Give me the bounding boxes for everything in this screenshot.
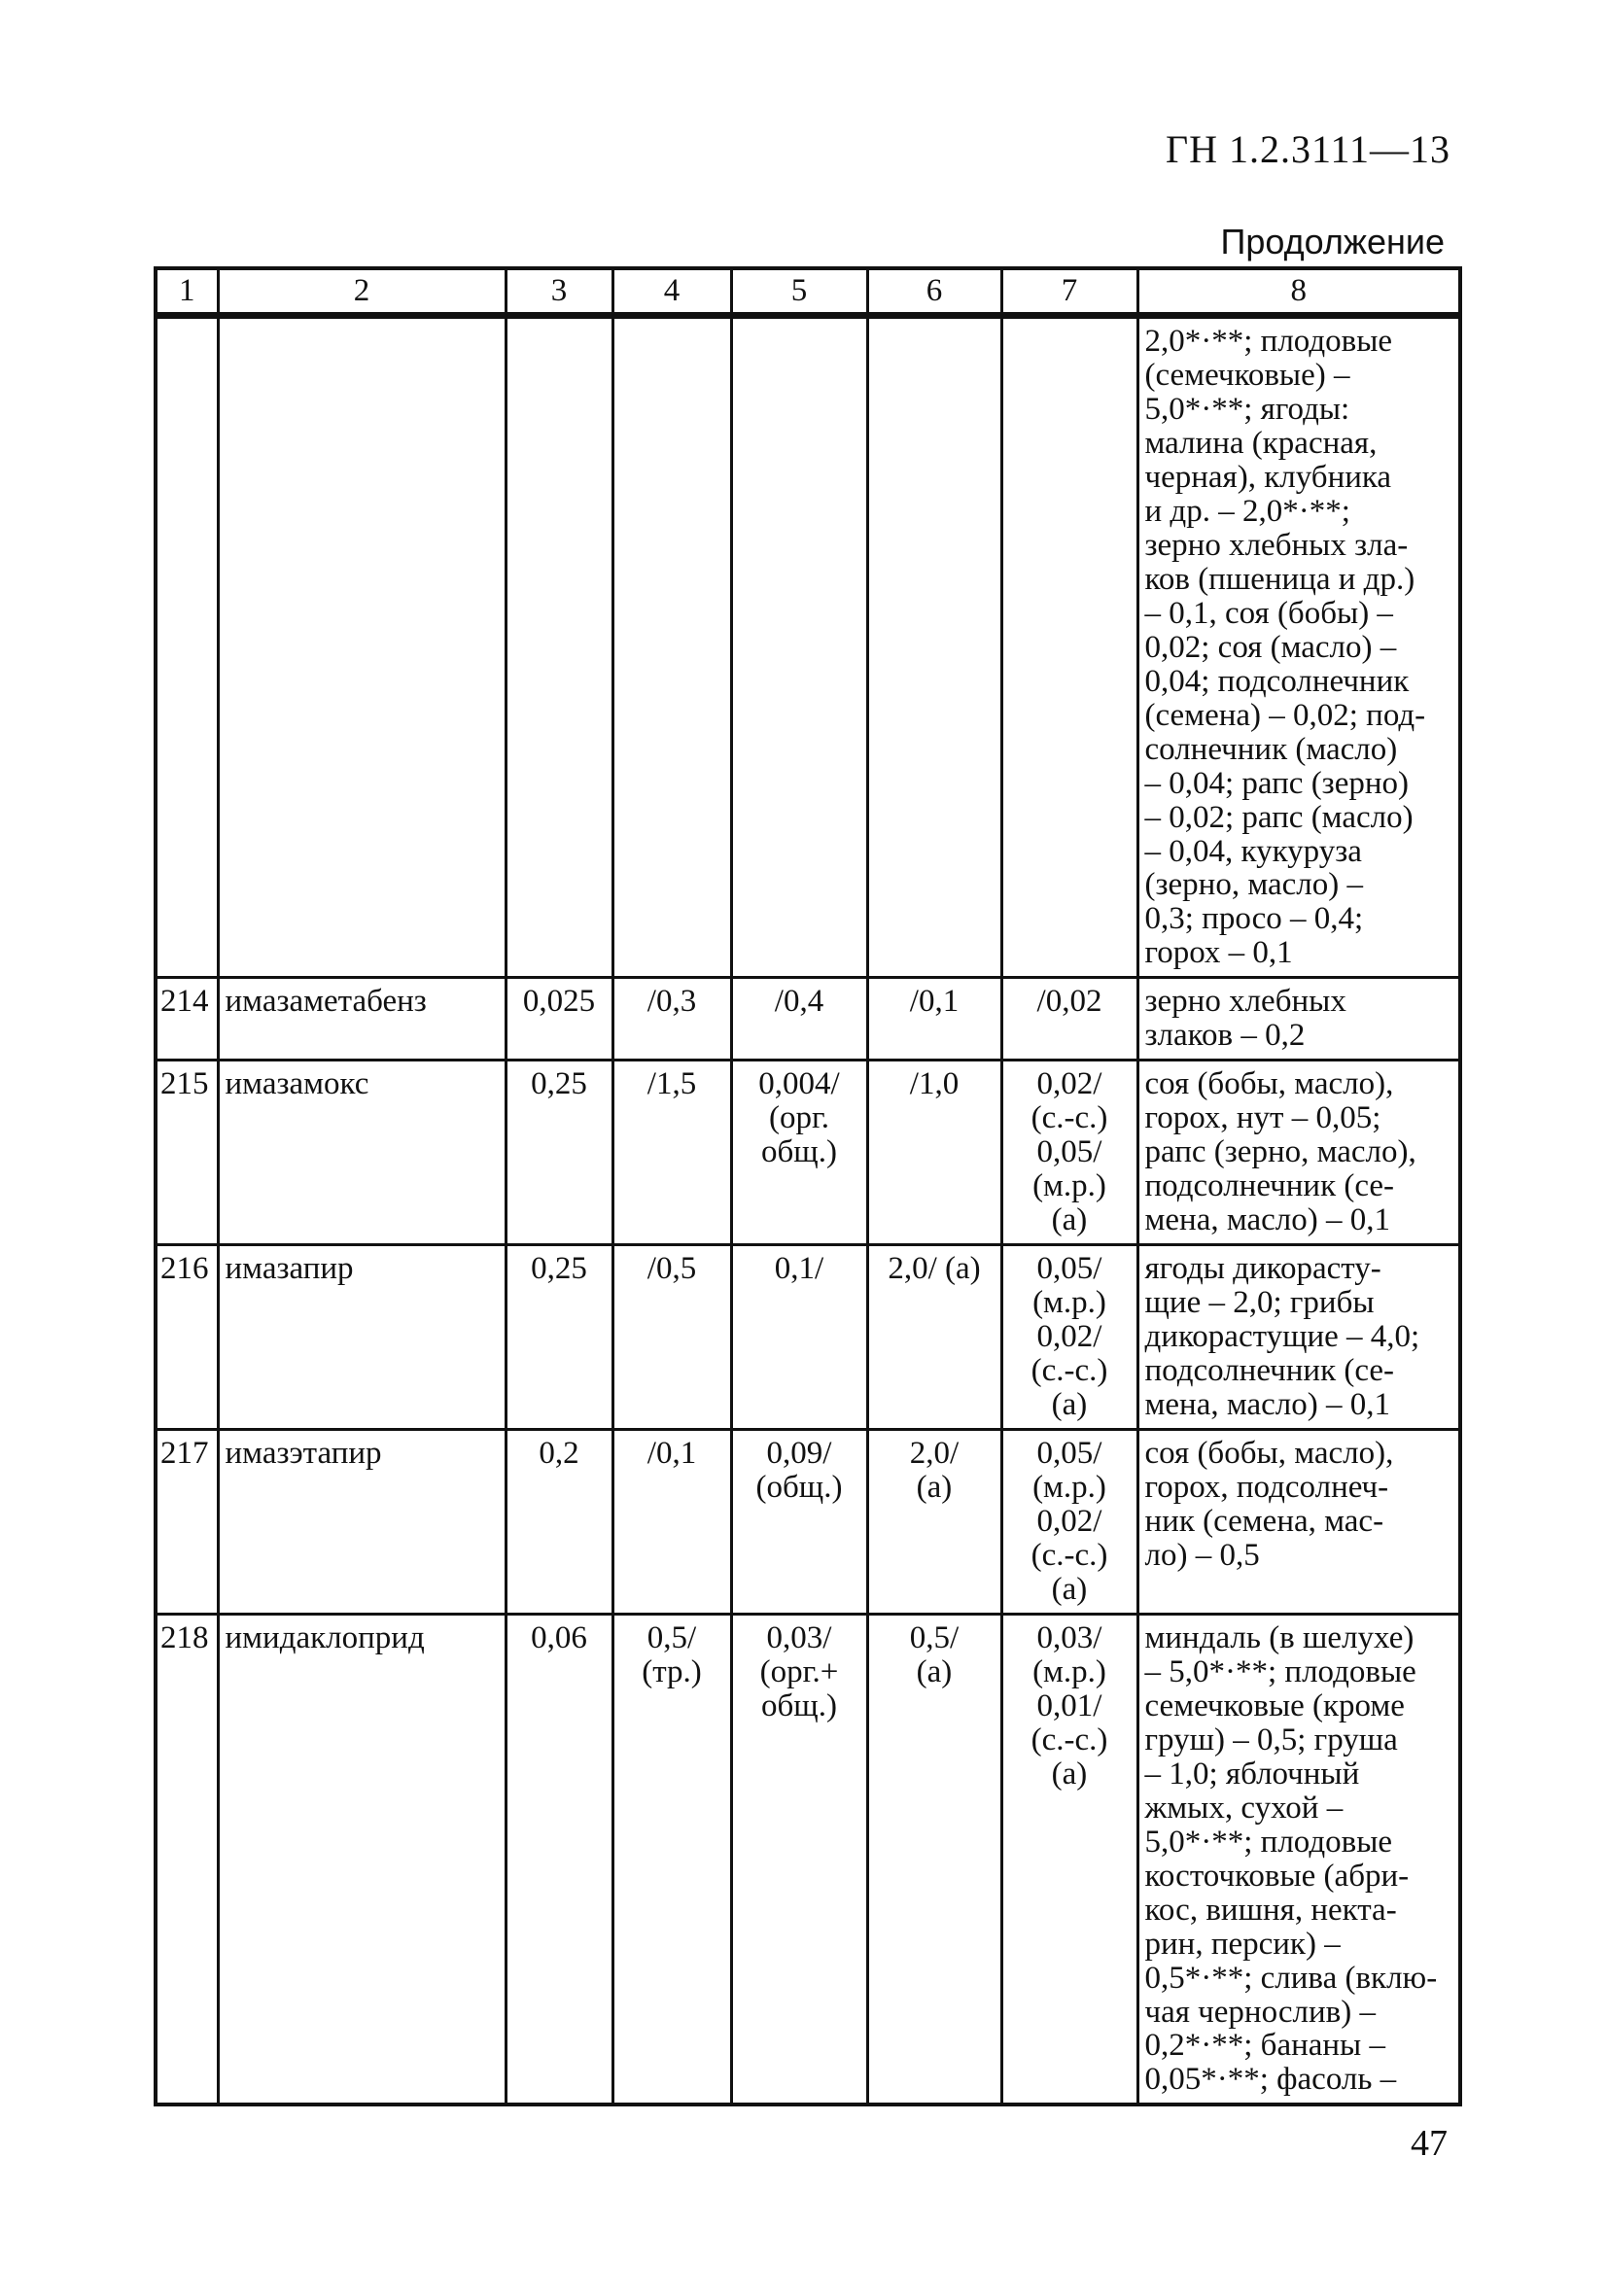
cell-col-8: 2,0*·**; плодовые (семечковые) – 5,0*·**; ягоды: малина (красная, черная), клубника и др. – 2,0*·**; зерно хлебных зла- ков (пшеница и др.) – 0,1, соя (бобы) – 0,02; соя (масло) – 0,04; подсолнечник (семена) – 0,02; под- солнечник (масло) – 0,04; рапс (зерно) – 0,02; рапс (масло) – 0,04, кукуруза (зерно, масло) – 0,3; просо – 0,4; горох – 0,1 xyxy=(1137,315,1460,977)
table-header-row xyxy=(156,268,1460,315)
cell-col-7: /0,02 xyxy=(1001,978,1137,1061)
cell-col-5 xyxy=(731,315,867,977)
cell-col-3: 0,06 xyxy=(506,1614,612,2105)
cell-col-8: зерно хлебных злаков – 0,2 xyxy=(1137,978,1460,1061)
substance-name: имазапир xyxy=(218,1245,506,1430)
header-col-5: 5 xyxy=(731,268,867,315)
cell-col-6: 2,0/ (а) xyxy=(867,1430,1001,1615)
cell-col-3: 0,25 xyxy=(506,1061,612,1245)
cell-col-6: 0,5/ (а) xyxy=(867,1614,1001,2105)
cell-col-3: 0,2 xyxy=(506,1430,612,1615)
cell-col-4: /0,1 xyxy=(612,1430,731,1615)
header-col-1: 1 xyxy=(156,268,218,315)
cell-col-5: 0,09/ (общ.) xyxy=(731,1430,867,1615)
substance-name xyxy=(218,315,506,977)
cell-col-4: /0,3 xyxy=(612,978,731,1061)
cell-col-7 xyxy=(1001,315,1137,977)
table-row xyxy=(156,1614,1460,2105)
row-number: 214 xyxy=(156,978,218,1061)
cell-col-8: соя (бобы, масло), горох, нут – 0,05; рапс (зерно, масло), подсолнечник (се- мена, масло) – 0,1 xyxy=(1137,1061,1460,1245)
cell-col-8: соя (бобы, масло), горох, подсолнеч- ник (семена, мас- ло) – 0,5 xyxy=(1137,1430,1460,1615)
substance-name: имазаметабенз xyxy=(218,978,506,1061)
cell-col-6: /0,1 xyxy=(867,978,1001,1061)
row-number xyxy=(156,315,218,977)
row-number: 216 xyxy=(156,1245,218,1430)
substance-name: имидаклоприд xyxy=(218,1614,506,2105)
cell-col-3: 0,25 xyxy=(506,1245,612,1430)
table-row xyxy=(156,1245,1460,1430)
cell-col-4: /0,5 xyxy=(612,1245,731,1430)
regulation-table xyxy=(154,266,1462,2106)
cell-col-5: 0,03/ (орг.+ общ.) xyxy=(731,1614,867,2105)
cell-col-6: 2,0/ (а) xyxy=(867,1245,1001,1430)
cell-col-5: 0,004/ (орг. общ.) xyxy=(731,1061,867,1245)
header-col-8: 8 xyxy=(1137,268,1460,315)
document-code: ГН 1.2.3111—13 xyxy=(1165,127,1450,171)
header-col-7: 7 xyxy=(1001,268,1137,315)
cell-col-5: /0,4 xyxy=(731,978,867,1061)
cell-col-7: 0,02/ (с.-с.) 0,05/ (м.р.) (а) xyxy=(1001,1061,1137,1245)
row-number: 215 xyxy=(156,1061,218,1245)
continuation-label: Продолжение xyxy=(1220,222,1445,261)
cell-col-3 xyxy=(506,315,612,977)
cell-col-8: миндаль (в шелухе) – 5,0*·**; плодовые семечковые (кроме груш) – 0,5; груша – 1,0; яблочный жмых, сухой – 5,0*·**; плодовые косточковые (абри- кос, вишня, некта- рин, персик) – 0,5*·**; слива (вклю- чая чернослив) – 0,2*·**; бананы – 0,05*·**; фасоль – xyxy=(1137,1614,1460,2105)
cell-col-5: 0,1/ xyxy=(731,1245,867,1430)
cell-col-8: ягоды дикорасту- щие – 2,0; грибы дикорастущие – 4,0; подсолнечник (се- мена, масло) – 0,1 xyxy=(1137,1245,1460,1430)
substance-name: имазамокс xyxy=(218,1061,506,1245)
header-col-6: 6 xyxy=(867,268,1001,315)
cell-col-7: 0,05/ (м.р.) 0,02/ (с.-с.) (а) xyxy=(1001,1245,1137,1430)
cell-col-4: /1,5 xyxy=(612,1061,731,1245)
row-number: 218 xyxy=(156,1614,218,2105)
table-row xyxy=(156,315,1460,977)
substance-name: имазэтапир xyxy=(218,1430,506,1615)
header-col-2: 2 xyxy=(218,268,506,315)
row-number: 217 xyxy=(156,1430,218,1615)
table-row xyxy=(156,1061,1460,1245)
cell-col-4: 0,5/ (тр.) xyxy=(612,1614,731,2105)
header-col-3: 3 xyxy=(506,268,612,315)
cell-col-3: 0,025 xyxy=(506,978,612,1061)
cell-col-4 xyxy=(612,315,731,977)
cell-col-7: 0,03/ (м.р.) 0,01/ (с.-с.) (а) xyxy=(1001,1614,1137,2105)
table-row xyxy=(156,1430,1460,1615)
cell-col-7: 0,05/ (м.р.) 0,02/ (с.-с.) (а) xyxy=(1001,1430,1137,1615)
header-col-4: 4 xyxy=(612,268,731,315)
cell-col-6 xyxy=(867,315,1001,977)
cell-col-6: /1,0 xyxy=(867,1061,1001,1245)
page-number: 47 xyxy=(1411,2123,1448,2164)
table-row xyxy=(156,978,1460,1061)
